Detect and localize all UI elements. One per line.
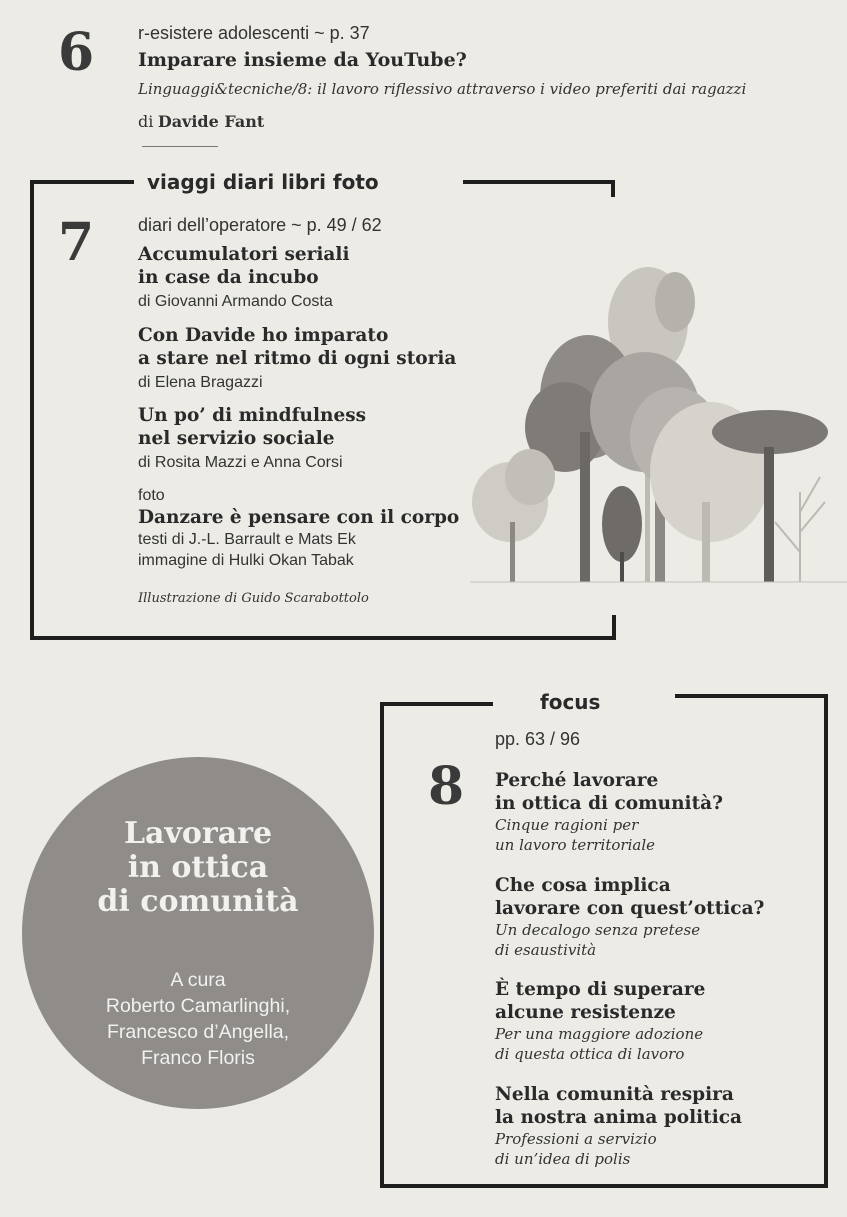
article-title xyxy=(138,324,456,370)
title-line: in case da incubo xyxy=(138,267,319,288)
curator-name: Francesco d’Angella, xyxy=(106,1021,290,1043)
circle-title-line: di comunità xyxy=(97,884,299,919)
curator-name: Roberto Camarlinghi, xyxy=(105,995,291,1017)
focus-article[interactable] xyxy=(495,769,723,855)
frame7-left xyxy=(30,180,34,640)
focus-heading: focus xyxy=(540,690,601,714)
circle-title-line: in ottica xyxy=(127,850,269,885)
title-line: Un po’ di mindfulness xyxy=(138,405,367,426)
article-title xyxy=(495,874,764,920)
title-line: alcune resistenze xyxy=(495,1002,676,1023)
title-line: Accumulatori seriali xyxy=(138,244,350,265)
subtitle-line: Un decalogo senza pretese xyxy=(495,921,701,939)
frame7-top-right xyxy=(463,180,615,184)
title-line: È tempo di superare xyxy=(495,979,706,1000)
title-line: Con Davide ho imparato xyxy=(138,325,389,346)
article-subtitle xyxy=(495,1024,705,1064)
focus-frame-left xyxy=(380,702,384,1188)
section7-article[interactable] xyxy=(138,404,366,473)
frame7-top-left xyxy=(30,180,134,184)
focus-article[interactable] xyxy=(495,874,764,960)
section7-heading: viaggi diari libri foto xyxy=(147,170,379,194)
foto-credit-texts: testi di J.-L. Barrault e Mats Ek xyxy=(138,531,356,548)
section7-kicker: diari dell’operatore ~ p. 49 / 62 xyxy=(138,215,382,235)
title-line: a stare nel ritmo di ogni storia xyxy=(138,348,457,369)
item-number-7: 7 xyxy=(58,212,95,273)
circle-title-line: Lavorare xyxy=(123,816,273,851)
item6-title[interactable]: Imparare insieme da YouTube? xyxy=(138,49,467,71)
article-title xyxy=(495,769,723,815)
focus-circle-badge xyxy=(22,757,374,1109)
item6-byline xyxy=(138,111,264,133)
item6-author: Davide Fant xyxy=(157,112,265,131)
subtitle-line: di un’idea di polis xyxy=(495,1150,631,1168)
foto-label: foto xyxy=(138,487,165,504)
item-number-8: 8 xyxy=(428,756,465,817)
article-title xyxy=(138,404,366,450)
title-line: Perché lavorare xyxy=(495,770,659,791)
section7-article[interactable] xyxy=(138,243,349,312)
subtitle-line: di questa ottica di lavoro xyxy=(495,1045,685,1063)
article-byline: di Rosita Mazzi e Anna Corsi xyxy=(138,454,343,471)
section7-article[interactable] xyxy=(138,324,456,393)
byline-prefix: di xyxy=(138,112,154,131)
item6-underline xyxy=(142,146,218,147)
title-line: la nostra anima politica xyxy=(495,1107,743,1128)
focus-frame-bottom xyxy=(380,1184,828,1188)
focus-article[interactable] xyxy=(495,1083,742,1169)
article-subtitle xyxy=(495,815,723,855)
illustration-credit: Illustrazione di Guido Scarabottolo xyxy=(138,591,369,606)
article-title xyxy=(138,243,349,289)
circle-title xyxy=(22,817,374,919)
foto-credit-image: immagine di Hulki Okan Tabak xyxy=(138,552,354,569)
subtitle-line: di esaustività xyxy=(495,941,597,959)
item6-subtitle: Linguaggi&tecniche/8: il lavoro riflessivo attraverso i video preferiti dai ragazzi xyxy=(138,80,747,98)
focus-frame-right xyxy=(824,694,828,1188)
article-title xyxy=(495,1083,742,1129)
title-line: lavorare con quest’ottica? xyxy=(495,898,765,919)
article-subtitle xyxy=(495,920,764,960)
focus-frame-top-right xyxy=(675,694,828,698)
cluster-tree xyxy=(472,449,555,582)
title-line: nel servizio sociale xyxy=(138,428,335,449)
focus-frame-top-left xyxy=(380,702,493,706)
article-byline: di Elena Bragazzi xyxy=(138,374,263,391)
frame7-bottom-right-stub xyxy=(612,615,616,640)
subtitle-line: un lavoro territoriale xyxy=(495,836,655,854)
circle-curators xyxy=(22,967,374,1071)
article-title xyxy=(495,978,705,1024)
item6-kicker: r-esistere adolescenti ~ p. 37 xyxy=(138,23,370,43)
title-line: in ottica di comunità? xyxy=(495,793,723,814)
curated-label: A cura xyxy=(170,969,226,991)
title-line: Nella comunità respira xyxy=(495,1084,734,1105)
trees-illustration xyxy=(470,262,847,592)
title-line: Che cosa implica xyxy=(495,875,671,896)
frame7-right-stub xyxy=(611,180,615,197)
foto-title: Danzare è pensare con il corpo xyxy=(138,507,460,528)
frame7-bottom xyxy=(30,636,616,640)
subtitle-line: Per una maggiore adozione xyxy=(495,1025,704,1043)
subtitle-line: Cinque ragioni per xyxy=(495,816,639,834)
article-byline: di Giovanni Armando Costa xyxy=(138,293,333,310)
item-number-6: 6 xyxy=(58,22,95,83)
foto-article[interactable] xyxy=(138,485,459,571)
subtitle-line: Professioni a servizio xyxy=(495,1130,657,1148)
cypress-tree xyxy=(602,486,642,582)
curator-name: Franco Floris xyxy=(141,1047,255,1069)
article-subtitle xyxy=(495,1129,742,1169)
bare-shrub xyxy=(775,477,825,582)
focus-pages: pp. 63 / 96 xyxy=(495,729,581,749)
focus-article[interactable] xyxy=(495,978,705,1064)
